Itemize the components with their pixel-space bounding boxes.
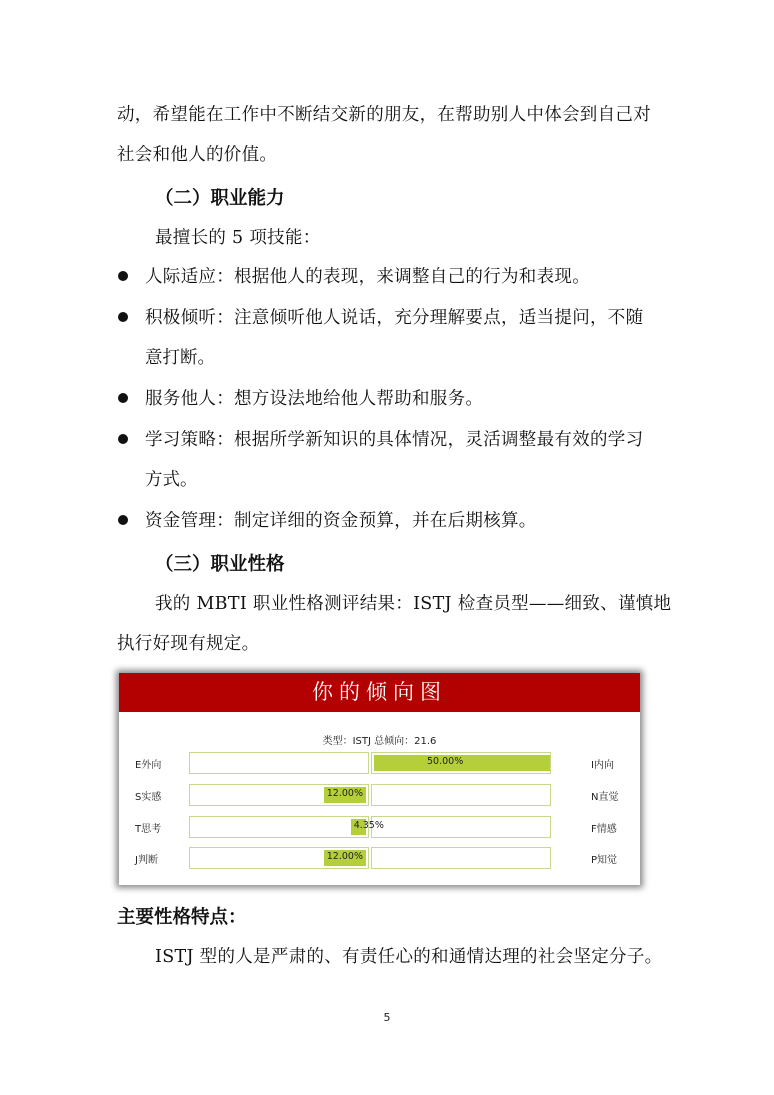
mbti-left-label: J判断 <box>135 855 158 866</box>
bullet-item: 服务他人：想方设法地给他人帮助和服务。 <box>145 389 484 409</box>
bullet-item: 学习策略：根据所学新知识的具体情况，灵活调整最有效的学习 <box>145 430 644 450</box>
bullet-item: 资金管理：制定详细的资金预算，并在后期核算。 <box>145 511 537 531</box>
mbti-row <box>119 752 640 774</box>
bullet-icon <box>118 515 128 525</box>
mbti-right-label: P知觉 <box>591 855 618 866</box>
bullet-item-continuation: 方式。 <box>145 470 198 490</box>
mbti-result-line: 执行好现有规定。 <box>117 634 260 654</box>
section-heading-personality: （三）职业性格 <box>155 554 285 575</box>
mbti-left-track <box>189 816 369 838</box>
mbti-right-label: F情感 <box>591 824 617 835</box>
mbti-result-line: 我的 MBTI 职业性格测评结果：ISTJ 检查员型——细致、谨慎地 <box>155 594 672 614</box>
mbti-tendency-panel <box>119 673 640 885</box>
mbti-row <box>119 816 640 838</box>
mbti-left-track <box>189 752 369 774</box>
mbti-percent-label: 12.00% <box>326 788 363 799</box>
bullet-item-continuation: 意打断。 <box>145 348 215 368</box>
bullet-icon <box>118 271 128 281</box>
mbti-left-label: E外向 <box>135 760 162 771</box>
mbti-panel-title: 你的倾向图 <box>119 673 640 712</box>
mbti-left-label: T思考 <box>135 824 162 835</box>
mbti-left-label: S实感 <box>135 792 162 803</box>
mbti-row <box>119 784 640 806</box>
mbti-right-track <box>371 847 551 869</box>
paragraph-line: 动，希望能在工作中不断结交新的朋友，在帮助别人中体会到自己对 <box>117 105 651 125</box>
mbti-percent-label: 12.00% <box>326 851 363 862</box>
mbti-right-track <box>371 784 551 806</box>
bullet-icon <box>118 312 128 322</box>
bullet-icon <box>118 393 128 403</box>
bullet-item: 积极倾听：注意倾听他人说话，充分理解要点，适当提问，不随 <box>145 308 644 328</box>
traits-line: ISTJ 型的人是严肃的、有责任心的和通情达理的社会坚定分子。 <box>155 947 663 967</box>
mbti-percent-label: 4.35% <box>353 820 384 831</box>
mbti-percent-label: 50.00% <box>427 756 464 767</box>
section-heading-abilities: （二）职业能力 <box>155 188 285 209</box>
skills-lead: 最擅长的 5 项技能： <box>155 228 321 248</box>
mbti-right-label: I内向 <box>591 760 614 771</box>
mbti-right-label: N直觉 <box>591 792 619 803</box>
mbti-right-track <box>371 816 551 838</box>
bullet-item: 人际适应：根据他人的表现，来调整自己的行为和表现。 <box>145 267 590 287</box>
traits-heading: 主要性格特点： <box>117 907 247 928</box>
mbti-summary: 类型：ISTJ 总倾向：21.6 <box>322 736 437 747</box>
mbti-row <box>119 847 640 869</box>
page-number: 5 <box>383 1011 391 1024</box>
bullet-icon <box>118 434 128 444</box>
paragraph-line: 社会和他人的价值。 <box>117 145 278 165</box>
